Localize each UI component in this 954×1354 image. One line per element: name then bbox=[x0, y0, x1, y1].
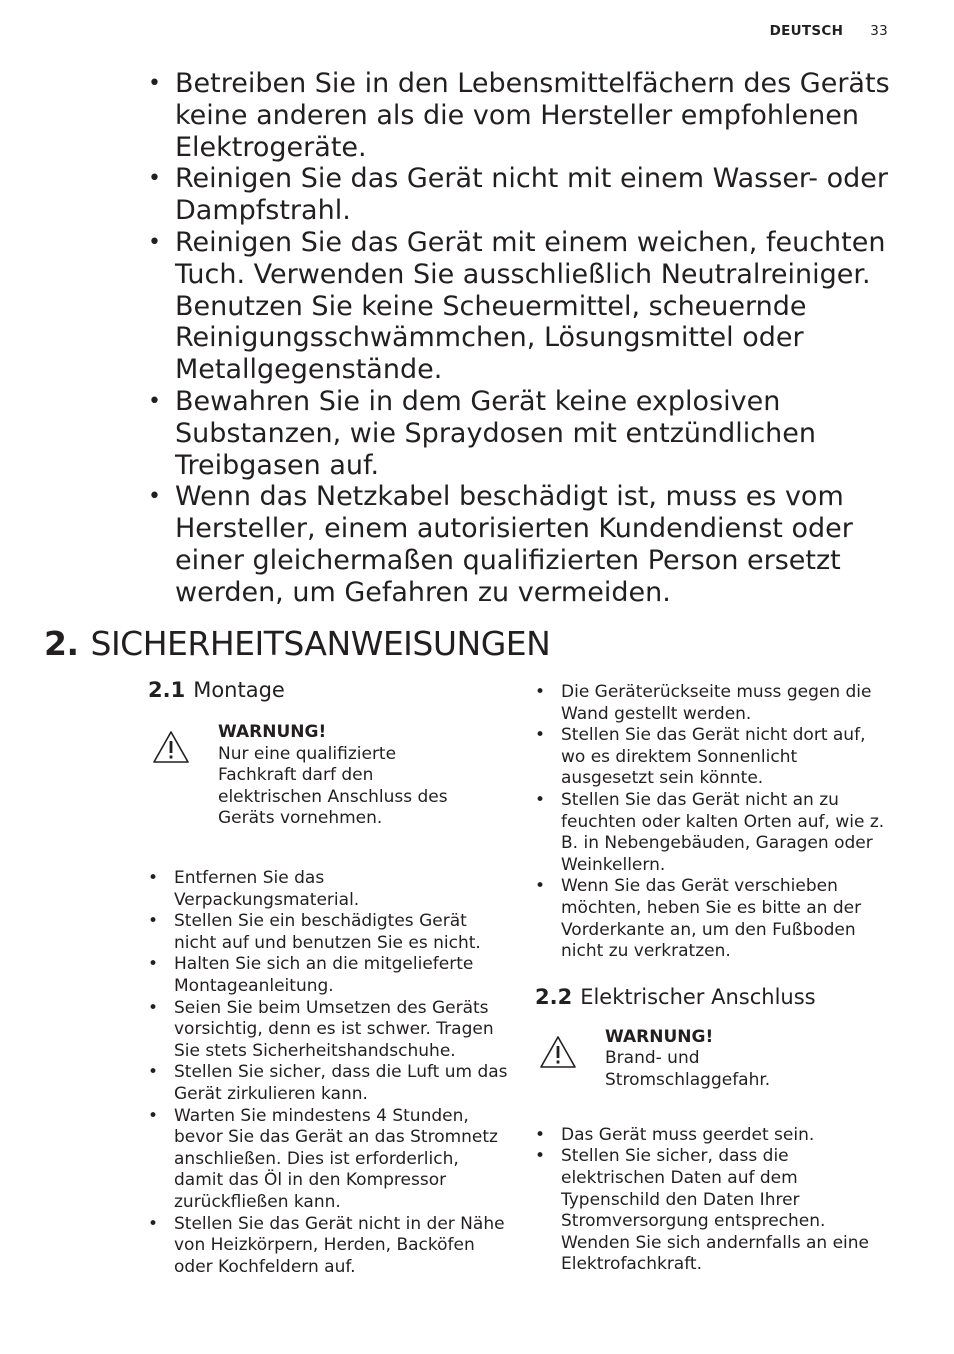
warning-triangle-icon bbox=[539, 1035, 577, 1069]
list-item: • Halten Sie sich an die mitgelieferte Montageanleitung. bbox=[148, 954, 508, 997]
list-item: • Bewahren Sie in dem Gerät keine explosiven Substanzen, wie Spraydosen mit entzündlichen Treibgasen auf. bbox=[175, 386, 905, 481]
section-title: SICHERHEITSANWEISUNGEN bbox=[90, 624, 551, 663]
list-item: • Wenn Sie das Gerät verschieben möchten, heben Sie es bitte an der Vorderkante an, um den Fußboden nicht zu verkratzen. bbox=[535, 876, 895, 962]
page-header bbox=[770, 23, 888, 39]
list-item: • Reinigen Sie das Gerät nicht mit einem Wasser- oder Dampfstrahl. bbox=[175, 163, 905, 227]
electrical-bullet-list bbox=[535, 1125, 895, 1276]
list-item: • Stellen Sie das Gerät nicht in der Nähe von Heizkörpern, Herden, Backöfen oder Kochfeldern auf. bbox=[148, 1214, 508, 1279]
subsection-heading-electrical bbox=[535, 985, 895, 1009]
warning-text: Nur eine qualifizierte Fachkraft darf den elektrischen Anschluss des Geräts vornehmen. bbox=[218, 743, 448, 828]
list-item: • Reinigen Sie das Gerät mit einem weichen, feuchten Tuch. Verwenden Sie ausschließlich Neutralreiniger. Benutzen Sie keine Scheuermittel, scheuernde Reinigungsschwämmchen, Lösungsmittel oder Metallgegenstände. bbox=[175, 227, 905, 386]
list-item: • Entfernen Sie das Verpackungsmaterial. bbox=[148, 868, 508, 911]
montage-bullet-list-continued bbox=[535, 682, 895, 963]
warning-title: WARNUNG! bbox=[605, 1026, 714, 1047]
subsection-title: Montage bbox=[193, 678, 285, 702]
warning-title: WARNUNG! bbox=[218, 722, 327, 742]
list-item: • Stellen Sie das Gerät nicht dort auf, wo es direktem Sonnenlicht ausgesetzt sein könnte. bbox=[535, 725, 895, 790]
left-column bbox=[148, 678, 508, 1278]
warning-text-block bbox=[605, 1027, 855, 1092]
warning-triangle-icon bbox=[152, 730, 190, 764]
list-item: • Seien Sie beim Umsetzen des Geräts vorsichtig, denn es ist schwer. Tragen Sie stets Sicherheitshandschuhe. bbox=[148, 998, 508, 1063]
list-item: • Wenn das Netzkabel beschädigt ist, muss es vom Hersteller, einem autorisierten Kundendienst oder einer gleichermaßen qualifizierten Person ersetzt werden, um Gefahren zu vermeiden. bbox=[175, 481, 905, 608]
list-item: • Stellen Sie das Gerät nicht an zu feuchten oder kalten Orten auf, wie z. B. in Nebengebäuden, Garagen oder Weinkellern. bbox=[535, 790, 895, 876]
warning-text-block bbox=[218, 722, 468, 830]
page-number: 33 bbox=[870, 23, 888, 39]
montage-bullet-list bbox=[148, 868, 508, 1278]
warning-box bbox=[148, 722, 508, 850]
list-item: • Warten Sie mindestens 4 Stunden, bevor Sie das Gerät an das Stromnetz anschließen. Dies ist erforderlich, damit das Öl in den Kompressor zurückfließen kann. bbox=[148, 1106, 508, 1214]
list-item: • Stellen Sie sicher, dass die elektrischen Daten auf dem Typenschild den Daten Ihrer Stromversorgung entsprechen. Wenden Sie sich andernfalls an eine Elektrofachkraft. bbox=[535, 1146, 895, 1276]
intro-bullet-list bbox=[175, 68, 905, 609]
list-item: • Das Gerät muss geerdet sein. bbox=[535, 1125, 895, 1147]
list-item: • Stellen Sie ein beschädigtes Gerät nicht auf und benutzen Sie es nicht. bbox=[148, 911, 508, 954]
subsection-heading-montage bbox=[148, 678, 508, 702]
right-column bbox=[535, 682, 895, 1276]
warning-text: Brand- und Stromschlaggefahr. bbox=[605, 1048, 771, 1090]
subsection-title: Elektrischer Anschluss bbox=[580, 984, 816, 1009]
subsection-number: 2.2 bbox=[535, 984, 573, 1009]
subsection-number: 2.1 bbox=[148, 678, 186, 702]
section-heading bbox=[44, 624, 550, 663]
section-number: 2. bbox=[44, 624, 79, 663]
list-item: • Betreiben Sie in den Lebensmittelfächern des Geräts keine anderen als die vom Hersteller empfohlenen Elektrogeräte. bbox=[175, 68, 905, 163]
list-item: • Stellen Sie sicher, dass die Luft um das Gerät zirkulieren kann. bbox=[148, 1062, 508, 1105]
language-label: DEUTSCH bbox=[769, 23, 844, 39]
list-item: • Die Geräterückseite muss gegen die Wand gestellt werden. bbox=[535, 682, 895, 725]
warning-box bbox=[535, 1027, 895, 1107]
